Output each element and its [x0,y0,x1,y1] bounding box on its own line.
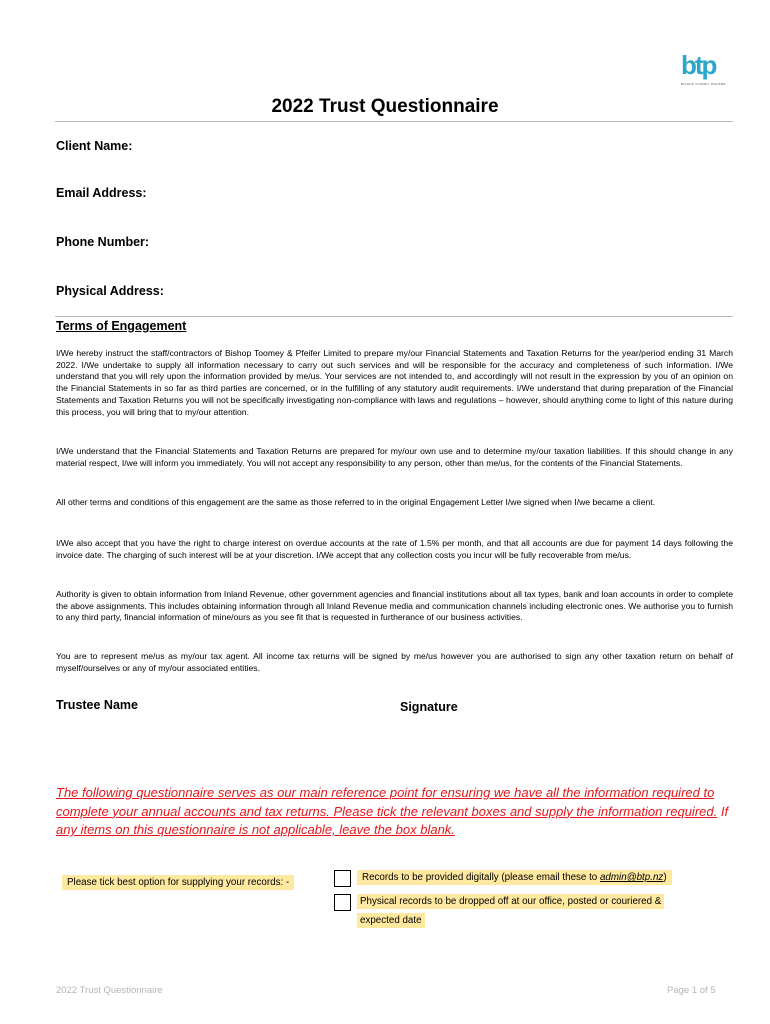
logo-subtext: BISHOP TOOMEY PFEIFER [681,82,726,86]
terms-divider [55,316,733,317]
phone-number-label: Phone Number: [56,235,150,249]
company-logo [681,50,731,92]
digital-records-close: ) [663,872,667,883]
digital-records-label [357,870,672,885]
terms-paragraph: Authority is given to obtain information from Inland Revenue, other government agencies and financial institutions about all tax types, bank and loan accounts in order to complete the above assignments. This includes obtaining information through all Inland Revenue media and communication channels including electronic ones. We authorise you to furnish to any third party, financial information of mine/ours as you see fit that is requested in furtherance of our business activities. [56,589,733,623]
admin-email-link[interactable]: admin@btp.nz [599,872,664,883]
terms-paragraph: I/We understand that the Financial Statements and Taxation Returns are prepared for my/our own use and to determine my/our taxation liabilities. If this should change in any material respect, I/we will inform you immediately. You will not accept any responsibility to any person, other than me/us, for the contents of the Financial Statements. [56,446,733,468]
email-address-label: Email Address: [56,186,147,200]
client-name-label: Client Name: [56,139,133,153]
physical-address-label: Physical Address: [56,284,164,298]
physical-records-line1: Physical records to be dropped off at our office, posted or couriered & [357,894,664,909]
terms-paragraph: You are to represent me/us as my/our tax agent. All income tax returns will be signed by me/us however you are authorised to sign any other taxation return on behalf of myself/ourselves or any of my/our associated entities. [56,651,733,673]
physical-records-checkbox[interactable] [334,894,351,911]
digital-records-option [357,872,672,883]
note-line2: any items on this questionnaire is not applicable, leave the box blank. [56,822,455,837]
records-prompt-text: Please tick best option for supplying your records: - [62,875,294,890]
physical-records-line2: expected date [357,913,425,928]
page-title: 2022 Trust Questionnaire [271,96,499,117]
note-line1: The following questionnaire serves as our main reference point for ensuring we have all the information required to complete your annual accounts and tax returns. Please tick the relevant boxes and supply the information required. [56,785,718,819]
terms-paragraph: I/We also accept that you have the right to charge interest on overdue accounts at the rate of 1.5% per month, and that all accounts are due for payment 14 days following the invoice date. The charging of such interest will be at your discretion. I/We accept that any collection costs you incur will be fully recoverable from me/us. [56,538,733,560]
note-if-word: If [720,803,729,819]
digital-records-text: Records to be provided digitally (please email these to [362,872,600,883]
digital-records-checkbox[interactable] [334,870,351,887]
signature-label: Signature [400,700,458,714]
questionnaire-note [56,784,734,840]
physical-records-option [357,892,697,930]
trustee-name-label: Trustee Name [56,698,138,712]
terms-paragraph: I/We hereby instruct the staff/contractors of Bishop Toomey & Pfeifer Limited to prepare my/our Financial Statements and Taxation Returns for the year/period ending 31 March 2022. I/We undertake to supply all information necessary to carry out such services and will be responsible for the accuracy and completeness of such information. I/We understand that you will rely upon the information provided by me/us. Your services are not intended to, and accordingly will not result in the expression by you of an opinion on the Financial Statements in so far as third parties are concerned, or in the fulfilling of any statutory audit requirements. I/We understand that during preparation of the Financial Statements and Taxation Returns you will not be specifically investigating non-compliance with laws and regulations – however, should anything come to light of this nature during this process, you will bring that to my/our attention. [56,348,733,417]
records-prompt [62,872,294,890]
terms-paragraph: All other terms and conditions of this engagement are the same as those referred to in the original Engagement Letter I/we signed when I/we became a client. [56,497,656,507]
terms-heading: Terms of Engagement [56,319,187,333]
title-divider [55,121,733,122]
logo-text: btp [681,50,716,80]
footer-document-title: 2022 Trust Questionnaire [56,985,163,996]
footer-page-number: Page 1 of 5 [667,985,716,996]
